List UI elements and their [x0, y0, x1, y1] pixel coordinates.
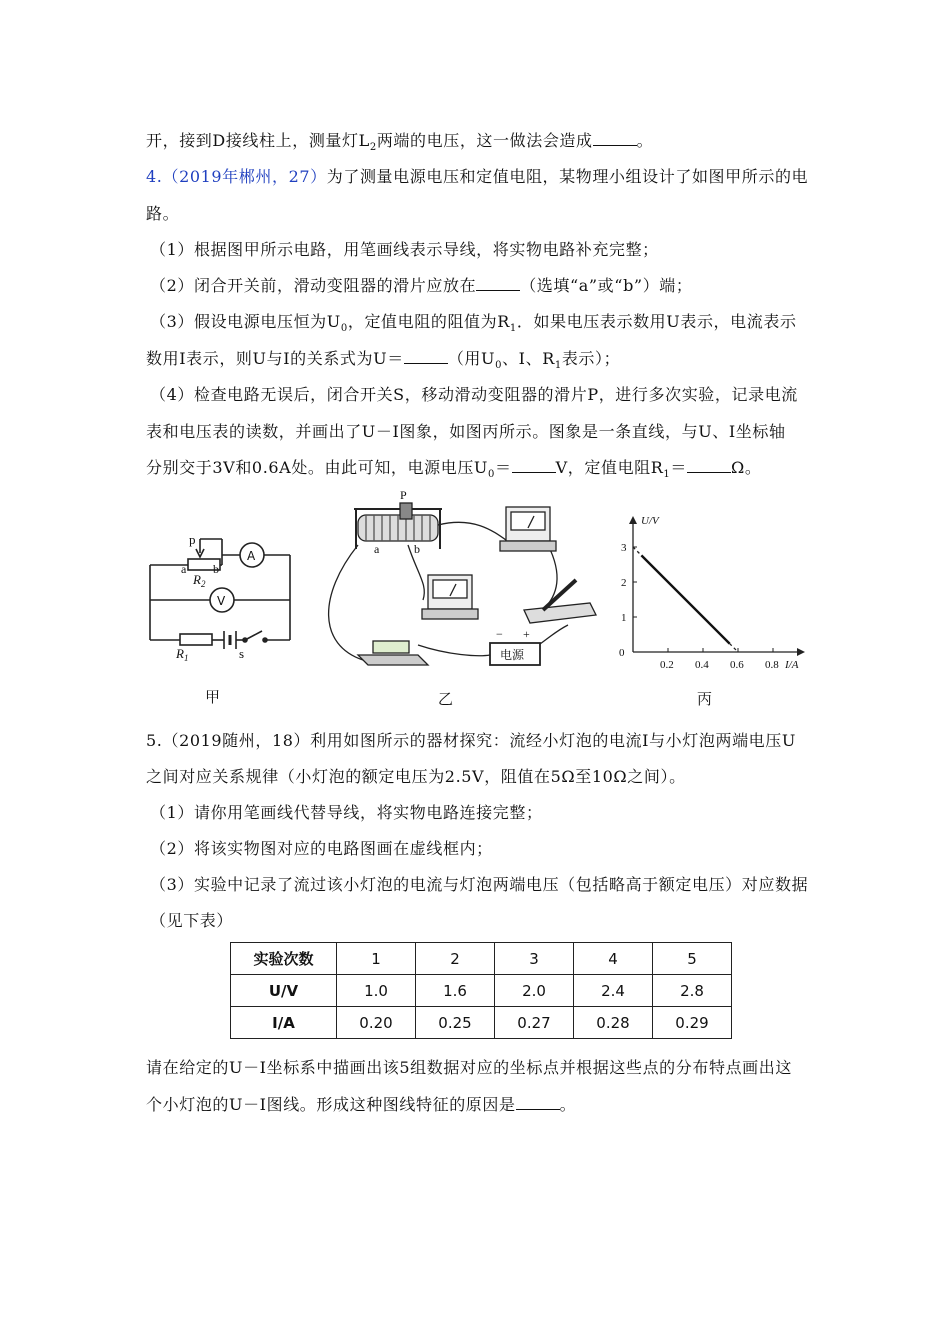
x-tick-label: 0.2	[660, 659, 674, 671]
text-seg: （3）实验中记录了流过该小灯泡的电流与灯泡两端电压（包括略高于额定电压）对应数据	[150, 875, 809, 894]
wire	[329, 545, 363, 660]
text-seg: ＝	[670, 458, 687, 477]
y-tick-label: 2	[621, 577, 627, 589]
rheostat-slider	[400, 503, 412, 519]
q5-part-3b	[150, 908, 233, 931]
table-header-cell: 1	[337, 943, 416, 975]
q5-line-1	[146, 728, 796, 751]
y-axis-arrow	[629, 516, 637, 524]
table-cell: 0.29	[653, 1007, 732, 1039]
r1-resistor	[180, 634, 212, 645]
subscript: 1	[554, 360, 562, 372]
q4-source: 4.（2019年郴州，27）	[146, 167, 327, 186]
x-axis-label: I/A	[785, 659, 799, 671]
data-table	[230, 942, 732, 1039]
subscript: 0	[340, 323, 348, 335]
wire	[418, 645, 490, 656]
q5-after-2	[146, 1092, 576, 1115]
q5-part-3	[150, 872, 808, 895]
q5-part-2	[150, 836, 493, 859]
table-header-cell: 3	[495, 943, 574, 975]
text-seg: 之间对应关系规律（小灯泡的额定电压为2.5V，阻值在5Ω至10Ω之间）。	[146, 767, 686, 786]
table-cell: 1.6	[416, 975, 495, 1007]
text-seg: V，定值电阻R	[555, 458, 664, 477]
text-line-1	[146, 128, 653, 153]
table-header-cell: 2	[416, 943, 495, 975]
text-seg: （用U	[447, 349, 496, 368]
switch-contact	[263, 638, 267, 642]
x-tick-label: 0.4	[695, 659, 709, 671]
text-seg: 、I、R	[502, 349, 555, 368]
table-header-row	[231, 943, 732, 975]
series-line	[641, 555, 729, 643]
table-cell: U/V	[231, 975, 337, 1007]
text-seg: 个小灯泡的U－I图线。形成这种图线特征的原因是	[146, 1095, 516, 1114]
text-seg: ．如果电压表示数用U表示，电流表示	[516, 312, 797, 331]
text-seg: （1）根据图甲所示电路，用笔画线表示导线，将实物电路补充完整；	[150, 240, 659, 259]
text-seg: 5.（2019随州，18）利用如图所示的器材探究：流经小灯泡的电流I与小灯泡两端电压U	[146, 731, 796, 750]
q5-line-2	[146, 764, 686, 787]
q4-part-3a	[150, 309, 797, 334]
table-row	[231, 975, 732, 1007]
answer-blank[interactable]	[512, 458, 556, 473]
switch-blade	[245, 631, 262, 640]
bulb	[373, 641, 409, 653]
answer-blank[interactable]	[687, 458, 731, 473]
y-axis-label: U/V	[641, 515, 659, 527]
figure-yi-apparatus	[318, 485, 608, 685]
label-b: b	[213, 562, 219, 576]
text-seg: 为了测量电源电压和定值电阻，某物理小组设计了如图甲所示的电	[326, 167, 809, 186]
text-seg: （3）假设电源电压恒为U	[150, 312, 341, 331]
plus-label: +	[523, 627, 530, 641]
text-seg: 分别交于3V和0.6A处。由此可知，电源电压U	[146, 458, 489, 477]
text-seg: 开，接到D接线柱上，测量灯L	[146, 131, 370, 150]
table-cell: 0.28	[574, 1007, 653, 1039]
table-header-cell: 4	[574, 943, 653, 975]
table-header-cell: 5	[653, 943, 732, 975]
label-b: b	[414, 542, 420, 556]
text-seg: 表示）；	[561, 349, 621, 368]
caption-bing: 丙	[697, 690, 713, 708]
figure-jia-schematic	[140, 525, 305, 665]
subscript: 2	[369, 142, 377, 154]
x-axis-arrow	[797, 648, 805, 656]
table-cell: 0.25	[416, 1007, 495, 1039]
x-tick-label: 0.8	[765, 659, 779, 671]
label-r2: $R_2$	[193, 572, 206, 589]
figure-bing-graph	[605, 510, 815, 675]
text-seg: （4）检查电路无误后，闭合开关S，移动滑动变阻器的滑片P，进行多次实验，记录电流	[150, 385, 798, 404]
text-seg: 路。	[146, 204, 180, 223]
answer-blank[interactable]	[593, 131, 637, 146]
series-dashed-end	[730, 644, 738, 652]
label-a: a	[374, 542, 380, 556]
label-a: a	[181, 562, 187, 576]
q4-part-2	[150, 273, 693, 296]
switch-base	[524, 603, 596, 623]
text-seg: （2）闭合开关前，滑动变阻器的滑片应放在	[150, 276, 477, 295]
label-r1: $R_1$	[176, 646, 189, 663]
q5-part-1	[150, 800, 543, 823]
origin-label: 0	[619, 647, 625, 659]
y-tick-label: 1	[621, 612, 627, 624]
text-seg: 两端的电压，这一做法会造成	[376, 131, 593, 150]
voltmeter-label: V	[217, 594, 226, 608]
q4-part-4c	[146, 455, 761, 480]
minus-label: −	[496, 627, 503, 641]
y-tick-label: 3	[621, 542, 627, 554]
table-cell: 2.4	[574, 975, 653, 1007]
q5-after-1	[146, 1055, 792, 1078]
table-cell: 2.8	[653, 975, 732, 1007]
q4-part-1	[150, 237, 659, 260]
text-seg: 请在给定的U－I坐标系中描画出该5组数据对应的坐标点并根据这些点的分布特点画出这	[146, 1058, 792, 1077]
caption-jia: 甲	[205, 688, 221, 706]
q4-line-1	[146, 164, 808, 187]
ammeter-label: A	[247, 549, 256, 563]
text-seg: （1）请你用笔画线代替导线，将实物电路连接完整；	[150, 803, 543, 822]
power-label: 电源	[500, 648, 525, 662]
label-s: s	[239, 646, 245, 661]
text-seg: ＝	[495, 458, 512, 477]
text-seg: Ω。	[731, 458, 762, 477]
q4-part-3b	[146, 346, 620, 371]
x-tick-label: 0.6	[730, 659, 744, 671]
subscript: 0	[495, 360, 503, 372]
q4-part-4a	[150, 382, 798, 405]
text-seg: （选填“a”或“b”）端；	[520, 276, 693, 295]
table-header-cell: 实验次数	[231, 943, 337, 975]
text-seg: （2）将该实物图对应的电路图画在虚线框内；	[150, 839, 493, 858]
answer-blank[interactable]	[476, 276, 520, 291]
subscript: 1	[663, 469, 671, 481]
table-cell: 0.20	[337, 1007, 416, 1039]
text-seg: 表和电压表的读数，并画出了U－I图象，如图丙所示。图象是一条直线，与U、I坐标轴	[146, 422, 786, 441]
subscript: 1	[509, 323, 517, 335]
label-P: P	[400, 488, 407, 502]
text-seg: 数用I表示，则U与I的关系式为U＝	[146, 349, 404, 368]
label-p: p	[189, 532, 196, 547]
table-cell: 0.27	[495, 1007, 574, 1039]
bulb-base	[358, 655, 428, 665]
text-seg: 。	[559, 1095, 577, 1114]
q4-part-4b	[146, 419, 786, 442]
series-dashed-start	[633, 547, 641, 555]
table-cell: 1.0	[337, 975, 416, 1007]
table-row	[231, 1007, 732, 1039]
answer-blank[interactable]	[404, 349, 448, 364]
text-seg: （见下表）	[150, 911, 234, 930]
voltmeter-base	[422, 609, 478, 619]
subscript: 0	[488, 469, 495, 481]
caption-yi: 乙	[438, 690, 454, 708]
text-seg: 。	[636, 131, 654, 150]
ammeter-base	[500, 541, 556, 551]
table-cell: I/A	[231, 1007, 337, 1039]
table-cell: 2.0	[495, 975, 574, 1007]
answer-blank[interactable]	[516, 1095, 560, 1110]
q4-line-2	[146, 201, 179, 224]
text-seg: ，定值电阻的阻值为R	[347, 312, 510, 331]
